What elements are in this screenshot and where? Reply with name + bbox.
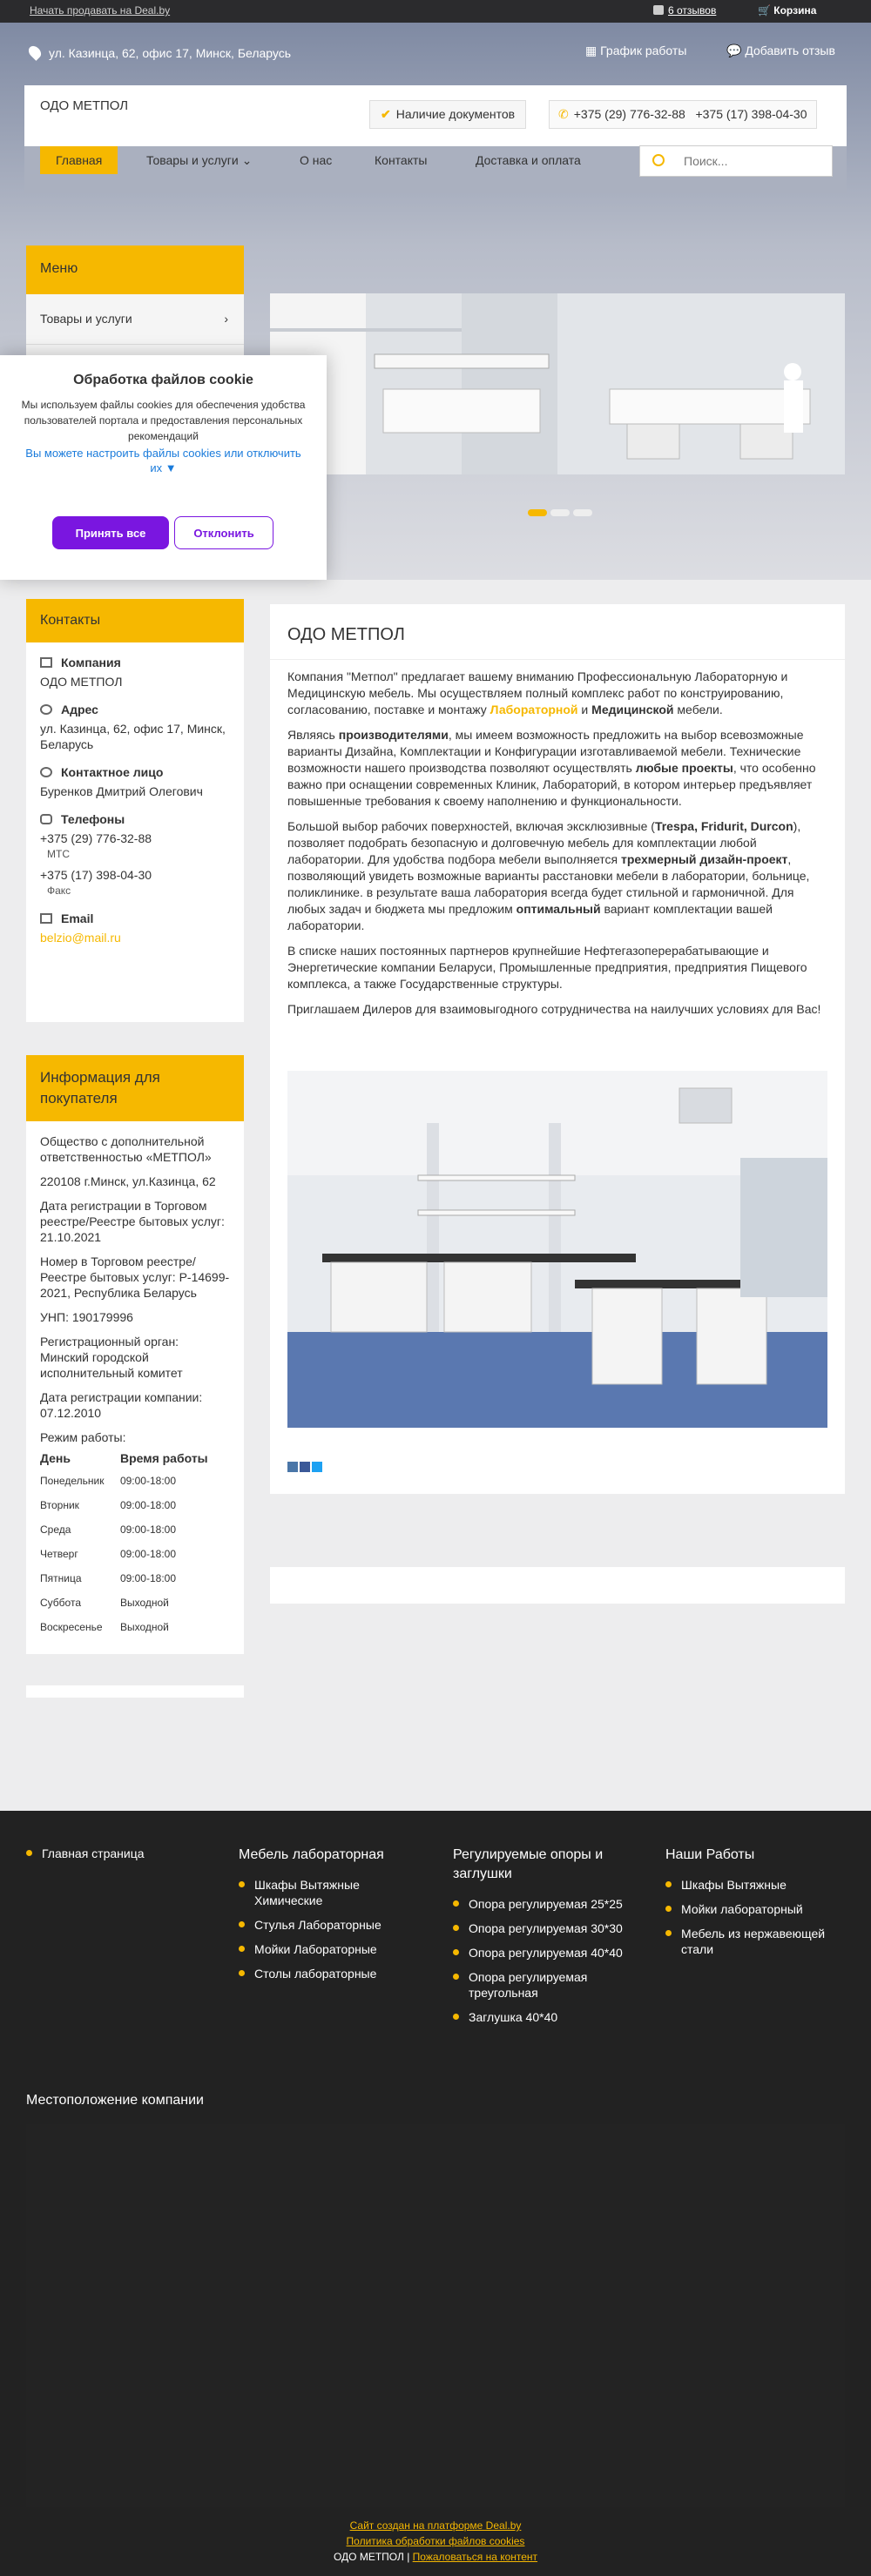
footer-home-link[interactable]: Главная страница bbox=[26, 1846, 226, 1861]
header-address bbox=[30, 45, 291, 60]
nav-delivery[interactable]: Доставка и оплата bbox=[476, 153, 581, 167]
schedule-day: Воскресенье bbox=[40, 1621, 103, 1633]
buyer-info-line: Дата регистрации в Торговом реестре/Реестре бытовых услуг: 21.10.2021 bbox=[40, 1199, 225, 1244]
medical-text: Медицинской bbox=[591, 703, 674, 716]
footer-link[interactable]: Столы лабораторные bbox=[239, 1966, 430, 1981]
buyer-info-panel bbox=[26, 1055, 244, 1654]
cart-icon: 🛒 bbox=[758, 4, 774, 17]
reviews-link[interactable] bbox=[653, 4, 716, 17]
table-row bbox=[40, 1616, 230, 1640]
email-label-text: Email bbox=[61, 911, 94, 925]
text: ), позволяет подобрать безопасную и долговечную мебель для комплектации любой лаборатории. Для удобства подбора мебели выполняется bbox=[287, 819, 801, 866]
contacts-panel bbox=[26, 599, 244, 1022]
footer-col-title[interactable]: Регулируемые опоры и заглушки bbox=[453, 1847, 604, 1881]
comment-icon bbox=[653, 5, 664, 15]
table-row bbox=[40, 1470, 230, 1494]
footer-link[interactable]: Мебель из нержавеющей стали bbox=[665, 1926, 845, 1957]
schedule-head-time: Время работы bbox=[119, 1451, 208, 1465]
reject-cookies-button[interactable]: Отклонить bbox=[174, 516, 273, 549]
person-label bbox=[40, 764, 230, 780]
search-box bbox=[639, 145, 833, 177]
documents-label: Наличие документов bbox=[395, 107, 516, 121]
address-label bbox=[40, 702, 230, 717]
schedule-day: Понедельник bbox=[40, 1475, 105, 1487]
buyer-info-line: Общество с дополнительной ответственностью «МЕТПОЛ» bbox=[40, 1134, 212, 1164]
address-label-text: Адрес bbox=[61, 703, 98, 716]
schedule-button[interactable] bbox=[585, 44, 686, 58]
location-pin-icon bbox=[26, 44, 44, 61]
complain-link[interactable]: Пожаловаться на контент bbox=[412, 2551, 538, 2563]
chevron-right-icon: › bbox=[224, 312, 228, 326]
page-title: ОДО МЕТПОЛ bbox=[270, 604, 845, 660]
footer-col-works bbox=[665, 1846, 845, 1966]
menu-item-products[interactable] bbox=[26, 294, 244, 345]
text: , мы имеем возможность предложить на выбор всевозможные варианты Дизайна, Комплектации и Конфигурации изготавливаемой мебели. Технические возможности нашего производства позволяют осуществлять bbox=[287, 728, 804, 775]
footer-link[interactable]: Шкафы Вытяжные Химические bbox=[239, 1877, 430, 1908]
footer-col-title[interactable]: Мебель лабораторная bbox=[239, 1847, 384, 1862]
schedule-day: Среда bbox=[40, 1523, 71, 1536]
nav-home[interactable]: Главная bbox=[40, 146, 118, 174]
buyer-info-title: Информация для покупателя bbox=[26, 1055, 244, 1121]
phone-icon bbox=[40, 814, 52, 824]
contacts-company: ОДО МЕТПОЛ bbox=[40, 675, 123, 689]
slider-dot[interactable] bbox=[550, 509, 570, 516]
facebook-share-icon[interactable] bbox=[300, 1462, 310, 1472]
cookie-buttons bbox=[52, 516, 279, 549]
company-label bbox=[40, 655, 230, 670]
top-bar bbox=[0, 0, 871, 23]
person-label-text: Контактное лицо bbox=[61, 765, 164, 779]
contacts-email[interactable]: belzio@mail.ru bbox=[40, 931, 121, 945]
accept-cookies-button[interactable]: Принять все bbox=[52, 516, 169, 549]
schedule-time: Выходной bbox=[119, 1597, 169, 1609]
text-bold: производителями bbox=[338, 728, 449, 742]
footer-link[interactable]: Шкафы Вытяжные bbox=[665, 1877, 845, 1893]
footer bbox=[0, 1811, 871, 2576]
map-pin-icon bbox=[40, 704, 52, 715]
cart-link[interactable] bbox=[758, 4, 816, 17]
footer-link[interactable]: Мойки Лабораторные bbox=[239, 1941, 430, 1957]
cookie-title: Обработка файлов cookie bbox=[73, 373, 253, 387]
schedule-time: 09:00-18:00 bbox=[119, 1499, 177, 1511]
company-name[interactable]: ОДО МЕТПОЛ bbox=[40, 98, 129, 113]
text: , позволяющий увидеть возможные варианты расстановки мебели в лаборатории, больнице, поликлинике. в результате ваша лаборатория всегда будет стильной и гармоничной. Для любых задач и бюджета мы предложим bbox=[287, 852, 810, 916]
table-row bbox=[40, 1591, 230, 1616]
menu-title: Меню bbox=[26, 245, 244, 294]
text-bold: оптимальный bbox=[516, 902, 601, 916]
lab-photo bbox=[287, 1071, 827, 1428]
buyer-info-line: Номер в Торговом реестре/Реестре бытовых услуг: Р-14699-2021, Республика Беларусь bbox=[40, 1254, 230, 1300]
image-slider[interactable] bbox=[270, 293, 845, 474]
schedule-time: 09:00-18:00 bbox=[119, 1523, 177, 1536]
cookie-settings-link[interactable]: Вы можете настроить файлы cookies или отключить их ▼ bbox=[25, 447, 301, 474]
footer-link[interactable]: Стулья Лабораторные bbox=[239, 1917, 430, 1933]
location-title: Местоположение компании bbox=[26, 2093, 204, 2108]
text: и bbox=[577, 703, 592, 716]
schedule-day: Четверг bbox=[40, 1548, 78, 1560]
about-paragraph bbox=[287, 818, 827, 934]
text-bold: Trespa, Fridurit, Durcon bbox=[654, 819, 793, 833]
phone-box[interactable] bbox=[549, 100, 817, 129]
footer-link[interactable]: Заглушка 40*40 bbox=[453, 2009, 645, 2025]
buyer-info-line: Режим работы: bbox=[40, 1430, 126, 1444]
cookie-text: Мы используем файлы cookies для обеспечения удобства пользователей портала и предоставления персональных рекомендаций bbox=[21, 399, 306, 442]
footer-link[interactable]: Опора регулируемая 25*25 bbox=[453, 1896, 645, 1912]
contacts-title: Контакты bbox=[26, 599, 244, 642]
schedule-day: Вторник bbox=[40, 1499, 79, 1511]
envelope-icon bbox=[40, 913, 52, 924]
text: мебели. bbox=[673, 703, 723, 716]
calendar-icon: ▦ bbox=[585, 44, 601, 57]
contacts-phone1[interactable]: +375 (29) 776-32-88 bbox=[40, 831, 152, 845]
contacts-address: ул. Казинца, 62, офис 17, Минск, Беларусь bbox=[40, 722, 226, 751]
company-label-text: Компания bbox=[61, 656, 121, 669]
buyer-info-line: УНП: 190179996 bbox=[40, 1310, 133, 1324]
about-paragraph bbox=[287, 669, 827, 718]
about-paragraph: В списке наших постоянных партнеров крупнейшие Нефтегазоперерабатывающие и Энергетические компании Беларуси, Промышленные предприятия, предприятия Пищевого комплекса, а также Государственные структуры. bbox=[287, 944, 807, 991]
text: Являясь bbox=[287, 728, 339, 742]
phones-label-text: Телефоны bbox=[61, 812, 125, 826]
search-icon[interactable] bbox=[652, 154, 665, 166]
chevron-down-icon: ⌄ bbox=[241, 153, 253, 167]
empty-panel bbox=[26, 1685, 244, 1698]
schedule-head-day: День bbox=[40, 1451, 71, 1465]
footer-copyright: Сайт создан на платформе Deal.by Политика обработки файлов cookies ОДО МЕТПОЛ | Пожаловаться на контент bbox=[333, 2519, 538, 2563]
building-icon bbox=[40, 657, 52, 668]
contacts-phone2[interactable]: +375 (17) 398-04-30 bbox=[40, 868, 152, 882]
reviews-label[interactable]: 6 отзывов bbox=[668, 4, 717, 17]
share-buttons bbox=[287, 1461, 324, 1475]
text: Компания "Метпол" предлагает вашему вниманию Профессиональную Лабораторную и Медицинскую мебель. Мы осуществляем полный комплекс работ по конструированию, согласованию, поставке и монтажу bbox=[287, 669, 788, 716]
slider-image bbox=[270, 293, 845, 474]
slider-dot[interactable] bbox=[573, 509, 592, 516]
schedule-time: 09:00-18:00 bbox=[119, 1572, 177, 1584]
lab-link[interactable]: Лабораторной bbox=[490, 703, 578, 716]
cookie-banner bbox=[0, 355, 327, 580]
phone-icon: ✆ bbox=[558, 107, 569, 121]
phone-secondary[interactable]: +375 (17) 398-04-30 bbox=[695, 107, 807, 121]
buyer-info-line: Регистрационный орган: Минский городской исполнительный комитет bbox=[40, 1335, 183, 1380]
buyer-info-line: 220108 г.Минск, ул.Казинца, 62 bbox=[40, 1174, 216, 1188]
email-label bbox=[40, 911, 230, 926]
about-paragraph bbox=[287, 727, 827, 810]
footer-link[interactable]: Мойки лабораторный bbox=[665, 1901, 845, 1917]
text: вариант комплектации вашей лаборатории. bbox=[287, 902, 773, 932]
checkmark-icon: ✔ bbox=[381, 107, 391, 121]
footer-link[interactable]: Опора регулируемая треугольная bbox=[453, 1969, 645, 2001]
buyer-info-line: Дата регистрации компании: 07.12.2010 bbox=[40, 1390, 203, 1420]
documents-button[interactable] bbox=[369, 100, 526, 129]
nav-about[interactable]: О нас bbox=[300, 153, 333, 167]
schedule-day: Пятница bbox=[40, 1572, 82, 1584]
slider-dot[interactable] bbox=[528, 509, 547, 516]
lab-photo-image bbox=[287, 1071, 827, 1428]
cart-label[interactable]: Корзина bbox=[773, 4, 817, 17]
schedule-time: 09:00-18:00 bbox=[119, 1548, 177, 1560]
schedule-time: Выходной bbox=[119, 1621, 169, 1633]
about-section bbox=[270, 604, 845, 1494]
address-text: ул. Казинца, 62, офис 17, Минск, Беларусь bbox=[49, 46, 292, 60]
footer-link[interactable]: Опора регулируемая 30*30 bbox=[453, 1920, 645, 1936]
phone-primary[interactable]: +375 (29) 776-32-88 bbox=[573, 107, 685, 121]
table-row bbox=[40, 1494, 230, 1518]
nav-products-label: Товары и услуги bbox=[146, 153, 239, 167]
phone2-note: Факс bbox=[47, 884, 71, 897]
cookies-policy-link[interactable]: Политика обработки файлов cookies bbox=[346, 2535, 525, 2547]
footer-col-furniture bbox=[239, 1846, 430, 1990]
footer-link[interactable]: Опора регулируемая 40*40 bbox=[453, 1945, 645, 1961]
menu-item-label: Товары и услуги bbox=[40, 312, 132, 326]
twitter-share-icon[interactable] bbox=[312, 1462, 322, 1472]
add-review-label: Добавить отзыв bbox=[745, 44, 835, 57]
footer-company: ОДО МЕТПОЛ bbox=[333, 2551, 404, 2563]
schedule-label: График работы bbox=[600, 44, 687, 57]
nav-products[interactable] bbox=[131, 146, 267, 175]
text: , что особенно важно при оснащении современных Клиник, Лабораторий, в котором интерьер предъявляет повышенные требования к своему наполнению и функциональности. bbox=[287, 761, 816, 808]
platform-link[interactable]: Сайт создан на платформе Deal.by bbox=[349, 2519, 522, 2532]
text-bold: трехмерный дизайн-проект bbox=[621, 852, 788, 866]
schedule-day: Суббота bbox=[40, 1597, 81, 1609]
footer-col-title[interactable]: Наши Работы bbox=[665, 1847, 755, 1862]
table-row bbox=[40, 1518, 230, 1543]
table-row bbox=[40, 1567, 230, 1591]
person-icon bbox=[40, 767, 52, 777]
text-bold: любые проекты bbox=[635, 761, 733, 775]
slider-dots bbox=[528, 505, 596, 519]
sell-link[interactable]: Начать продавать на Deal.by bbox=[30, 4, 171, 17]
phone1-note: МТС bbox=[47, 848, 70, 860]
vk-share-icon[interactable] bbox=[287, 1462, 298, 1472]
footer-home-col bbox=[26, 1846, 226, 1870]
phones-label bbox=[40, 811, 230, 827]
empty-content-box bbox=[270, 1567, 845, 1604]
company-map[interactable] bbox=[26, 2124, 845, 2507]
table-row bbox=[40, 1543, 230, 1567]
footer-col-supports bbox=[453, 1846, 645, 2034]
contacts-person: Буренков Дмитрий Олегович bbox=[40, 784, 203, 798]
add-review-button[interactable] bbox=[726, 44, 835, 58]
search-input[interactable] bbox=[684, 154, 823, 168]
schedule-time: 09:00-18:00 bbox=[119, 1475, 177, 1487]
about-paragraph: Приглашаем Дилеров для взаимовыгодного сотрудничества на наилучших условиях для Вас! bbox=[287, 1002, 821, 1016]
speech-bubble-icon: 💬 bbox=[726, 44, 746, 57]
nav-contacts[interactable]: Контакты bbox=[375, 153, 428, 167]
schedule-table bbox=[40, 1449, 230, 1640]
text: Большой выбор рабочих поверхностей, включая эксклюзивные ( bbox=[287, 819, 655, 833]
